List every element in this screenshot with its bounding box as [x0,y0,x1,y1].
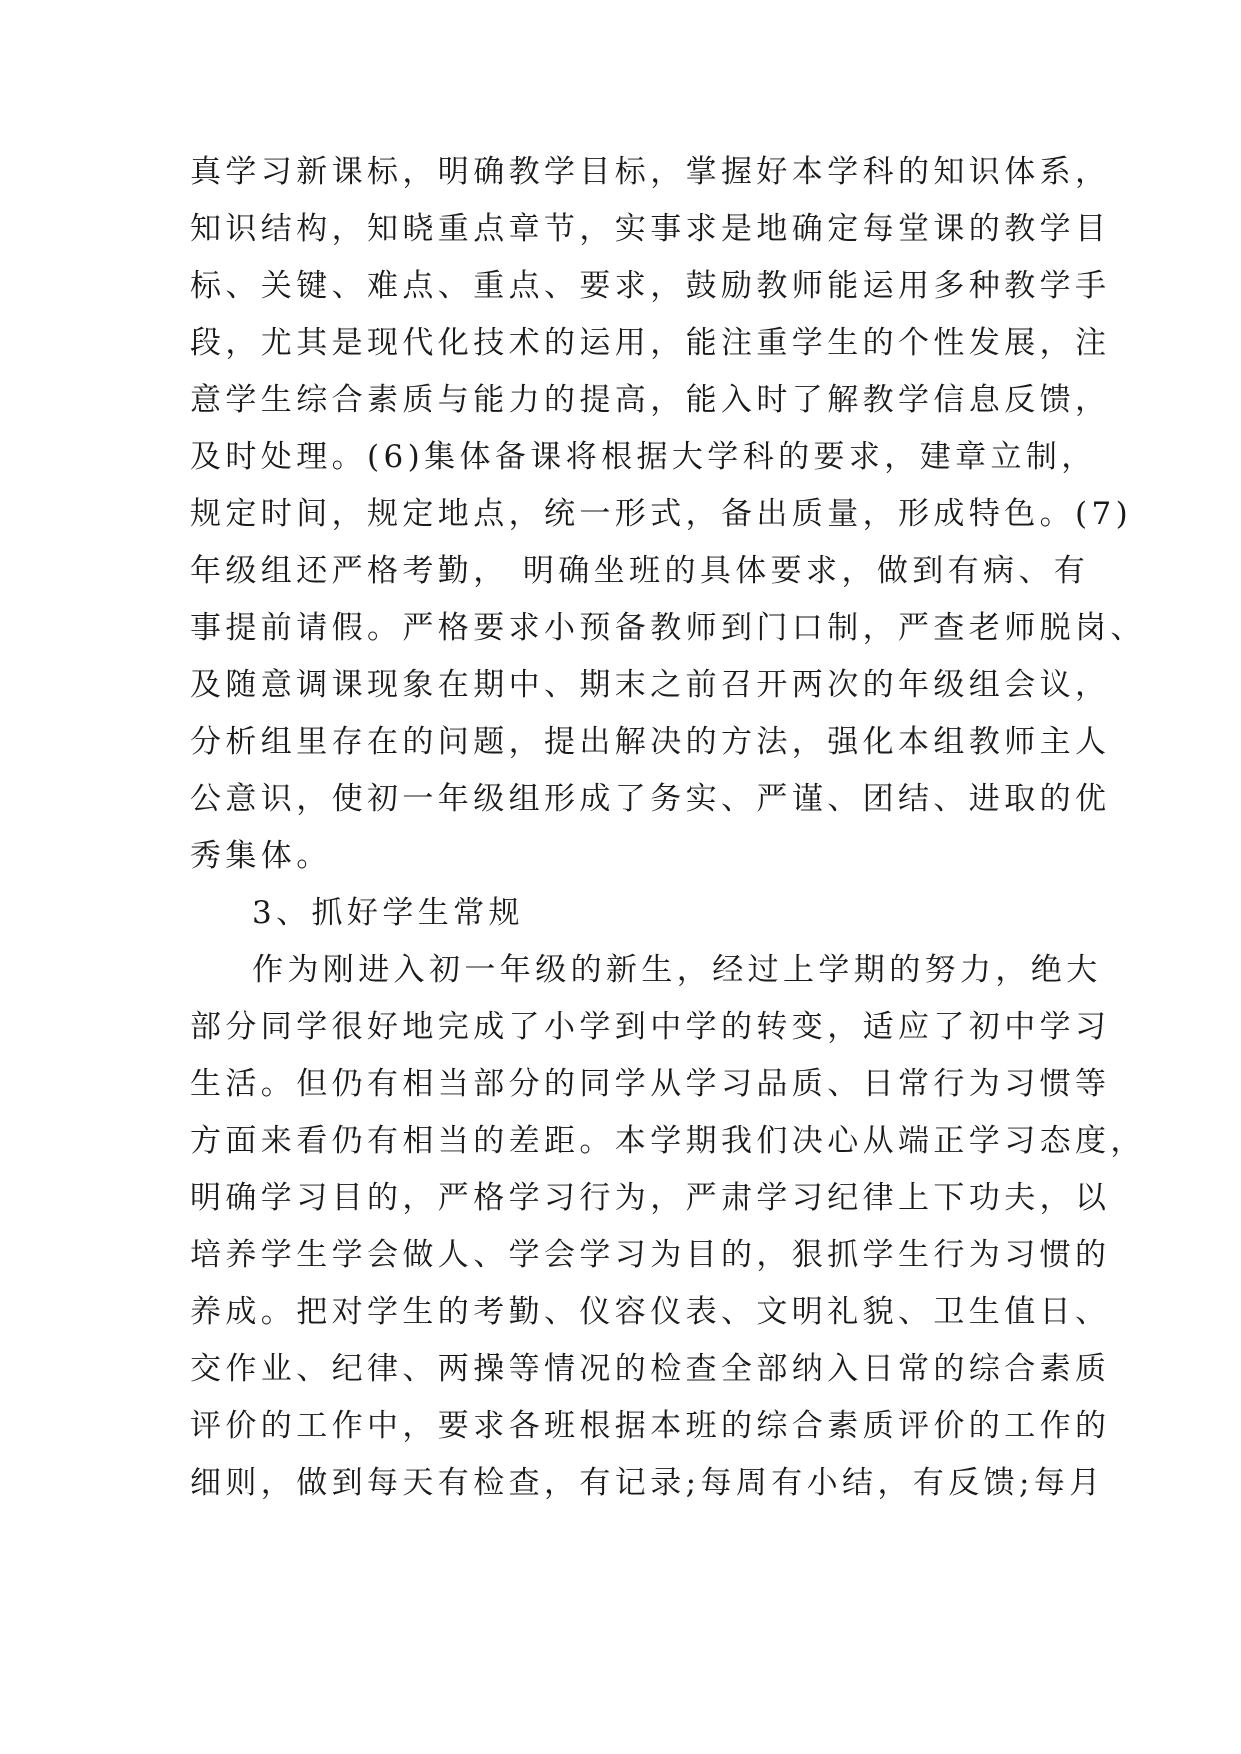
text-line: 生活。但仍有相当部分的同学从学习品质、日常行为习惯等 [190,1066,1111,1102]
text-line: 及时处理。(6)集体备课将根据大学科的要求，建章立制， [190,439,1097,475]
text-line: 养成。把对学生的考勤、仪容仪表、文明礼貌、卫生值日、 [190,1294,1111,1330]
text-line: 公意识，使初一年级组形成了务实、严谨、团结、进取的优 [190,781,1111,817]
text-line: 细则，做到每天有检查，有记录;每周有小结，有反馈;每月 [190,1465,1105,1501]
text-line: 意学生综合素质与能力的提高，能入时了解教学信息反馈， [190,382,1111,418]
text-line: 分析组里存在的问题，提出解决的方法，强化本组教师主人 [190,724,1111,760]
paragraph-start-line: 作为刚进入初一年级的新生，经过上学期的努力，绝大 [252,952,1102,988]
text-line: 方面来看仍有相当的差距。本学期我们决心从端正学习态度， [190,1123,1146,1159]
text-line: 及随意调课现象在期中、期末之前召开两次的年级组会议， [190,667,1111,703]
text-line: 标、关键、难点、重点、要求，鼓励教师能运用多种教学手 [190,268,1111,304]
text-line: 评价的工作中，要求各班根据本班的综合素质评价的工作的 [190,1408,1111,1444]
text-line: 规定时间，规定地点，统一形式，备出质量，形成特色。(7) [190,496,1133,532]
text-line: 知识结构，知晓重点章节，实事求是地确定每堂课的教学目 [190,211,1111,247]
section-heading: 3、抓好学生常规 [252,895,524,931]
text-line: 部分同学很好地完成了小学到中学的转变，适应了初中学习 [190,1009,1111,1045]
text-line: 明确学习目的，严格学习行为，严肃学习纪律上下功夫，以 [190,1180,1111,1216]
text-line: 事提前请假。严格要求小预备教师到门口制，严查老师脱岗、 [190,610,1146,646]
text-line: 年级组还严格考勤， 明确坐班的具体要求，做到有病、有 [190,553,1090,589]
text-line: 交作业、纪律、两操等情况的检查全部纳入日常的综合素质 [190,1351,1111,1387]
text-line: 培养学生学会做人、学会学习为目的，狠抓学生行为习惯的 [190,1237,1111,1273]
text-line: 秀集体。 [190,838,332,874]
text-line: 真学习新课标，明确教学目标，掌握好本学科的知识体系， [190,154,1111,190]
text-line: 段，尤其是现代化技术的运用，能注重学生的个性发展，注 [190,325,1111,361]
